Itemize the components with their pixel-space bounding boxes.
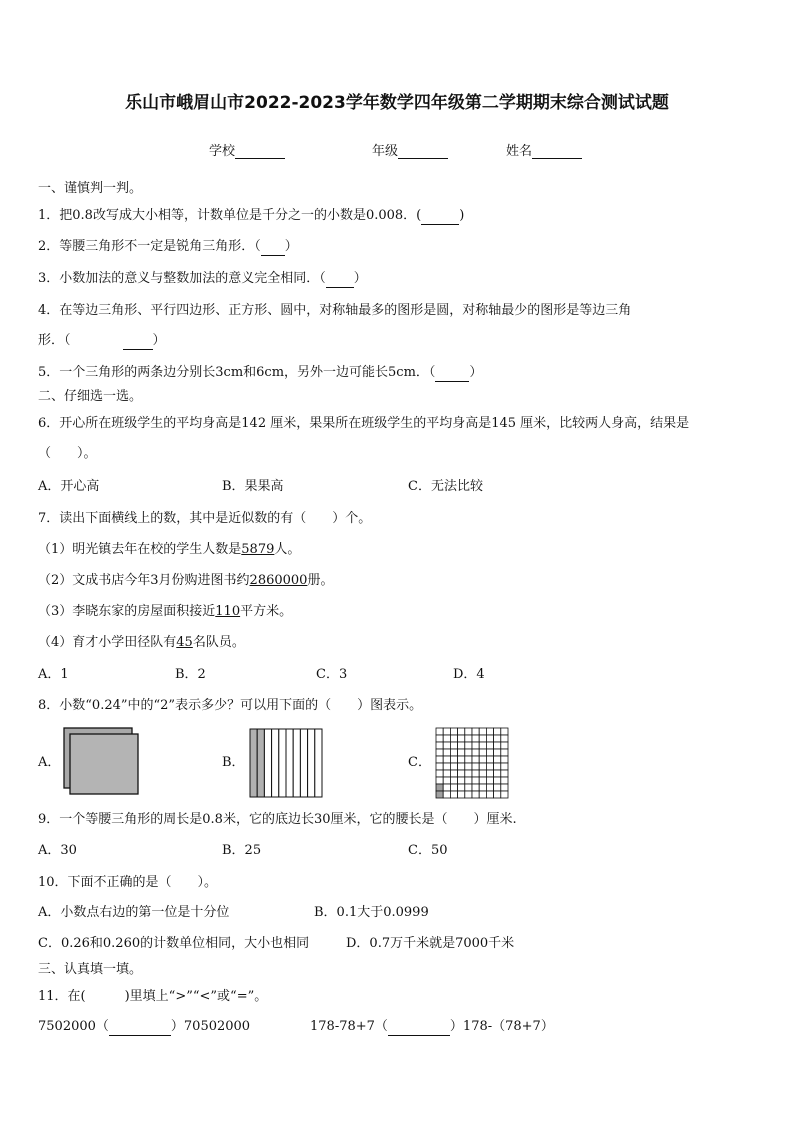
grid-cell — [436, 749, 443, 756]
section1-heading: 一、谨慎判一判。 — [38, 181, 143, 196]
grid-cell — [465, 791, 472, 798]
question-5-text: 5．一个三角形的两条边分别长3cm和6cm，另外一边可能长5cm．（ — [38, 365, 436, 380]
grid-cell — [486, 728, 493, 735]
question-7-item-3 — [38, 603, 292, 621]
option-9c[interactable]: C．50 — [408, 843, 448, 858]
question-10: 10．下面不正确的是（ ）。 — [38, 875, 218, 890]
grid-cell — [458, 749, 465, 756]
grid-cell — [450, 770, 457, 777]
section2-heading: 二、仔细选一选。 — [38, 389, 143, 404]
grid-cell — [450, 791, 457, 798]
item-text: 册。 — [307, 573, 334, 588]
expression-left: 7502000（ — [38, 1019, 109, 1034]
underlined-number: 2860000 — [249, 573, 308, 588]
underlined-number: 45 — [176, 635, 193, 650]
question-2-text: 2．等腰三角形不一定是锐角三角形．（ — [38, 239, 261, 254]
grid-cell — [450, 742, 457, 749]
grid-cell — [450, 784, 457, 791]
answer-blank-11b[interactable] — [388, 1021, 450, 1036]
grid-cell — [443, 763, 450, 770]
grid-cell — [486, 784, 493, 791]
grade-label: 年级 — [372, 144, 399, 159]
shaded-strip — [250, 729, 257, 797]
grid-cell — [494, 728, 501, 735]
grid-cell — [501, 784, 508, 791]
option-7a[interactable]: A．1 — [38, 667, 69, 682]
grid-cell — [458, 756, 465, 763]
grid-cell — [458, 735, 465, 742]
name-blank[interactable] — [532, 144, 582, 159]
question-3-text: 3．小数加法的意义与整数加法的意义完全相同．（ — [38, 271, 326, 286]
paren-close: ） — [152, 333, 166, 348]
item-text: 名队员。 — [192, 635, 245, 650]
strip — [300, 729, 307, 797]
expression-right: ）70502000 — [170, 1019, 251, 1034]
grid-cell — [458, 791, 465, 798]
grid-cell — [436, 756, 443, 763]
grid-cell — [443, 749, 450, 756]
grid-cell — [472, 749, 479, 756]
strip — [293, 729, 300, 797]
grid-cell — [450, 756, 457, 763]
grid-cell — [479, 777, 486, 784]
option-6a[interactable]: A．开心高 — [38, 479, 100, 494]
answer-blank-1[interactable] — [421, 210, 459, 225]
option-10a[interactable]: A．小数点右边的第一位是十分位 — [38, 905, 230, 920]
grid-cell — [458, 763, 465, 770]
option-6c[interactable]: C．无法比较 — [408, 479, 483, 494]
item-text: 人。 — [274, 542, 301, 557]
grid-cell — [494, 756, 501, 763]
strip — [279, 729, 286, 797]
shaded-cell — [436, 784, 443, 791]
grid-cell — [501, 756, 508, 763]
paren-close: ） — [284, 239, 298, 254]
grid-cell — [465, 770, 472, 777]
grid-cell — [486, 756, 493, 763]
grid-cell — [501, 749, 508, 756]
grid-cell — [465, 756, 472, 763]
grid-cell — [436, 728, 443, 735]
grid-cell — [494, 763, 501, 770]
grid-cell — [479, 763, 486, 770]
item-text: 平方米。 — [240, 604, 293, 619]
grid-cell — [472, 728, 479, 735]
grid-cell — [465, 742, 472, 749]
grid-cell — [465, 784, 472, 791]
shaded-cell — [436, 791, 443, 798]
grid-cell — [443, 791, 450, 798]
grid-cell — [501, 728, 508, 735]
grid-cell — [479, 742, 486, 749]
expression-right: ）178-（78+7） — [449, 1019, 554, 1034]
grid-cell — [486, 770, 493, 777]
school-field — [209, 140, 285, 159]
question-7-item-2 — [38, 572, 333, 590]
grid-cell — [501, 770, 508, 777]
option-8b[interactable]: B． — [222, 755, 245, 770]
grid-cell — [494, 749, 501, 756]
grid-cell — [486, 791, 493, 798]
answer-blank-5[interactable] — [435, 367, 469, 382]
grid-cell — [450, 735, 457, 742]
question-4-text: 形．（ — [38, 333, 71, 348]
grid-cell — [501, 763, 508, 770]
option-7c[interactable]: C．3 — [316, 667, 348, 682]
question-7-item-1 — [38, 541, 300, 559]
grid-cell — [436, 777, 443, 784]
name-label: 姓名 — [506, 144, 533, 159]
underlined-number: 5879 — [241, 542, 275, 557]
grid-cell — [458, 784, 465, 791]
grid-cell — [436, 735, 443, 742]
option-6b[interactable]: B．果果高 — [222, 479, 284, 494]
underlined-number: 110 — [215, 604, 241, 619]
paren-close: ) — [459, 208, 465, 223]
answer-blank-2[interactable] — [261, 241, 285, 256]
question-11: 11．在( )里填上“>”“<”或“=”。 — [38, 989, 268, 1004]
comparison-1 — [38, 1018, 250, 1036]
option-10c[interactable]: C．0.26和0.260的计数单位相同，大小也相同 — [38, 936, 310, 951]
grid-cell — [458, 777, 465, 784]
grid-cell — [450, 763, 457, 770]
grid-cell — [443, 777, 450, 784]
grid-cell — [450, 777, 457, 784]
strip — [286, 729, 293, 797]
paren-close: ） — [469, 365, 483, 380]
grid-cell — [465, 728, 472, 735]
question-6-line1: 6．开心所在班级学生的平均身高是142 厘米，果果所在班级学生的平均身高是145 厘米，比较两人身高，结果是 — [38, 416, 690, 431]
answer-blank-3[interactable] — [326, 273, 354, 288]
question-3 — [38, 270, 367, 288]
question-2 — [38, 238, 298, 256]
grid-cell — [501, 735, 508, 742]
grid-cell — [436, 770, 443, 777]
grid-cell — [472, 742, 479, 749]
option-7b[interactable]: B．2 — [175, 667, 206, 682]
strip — [308, 729, 315, 797]
grid-cell — [465, 777, 472, 784]
paren-close: ） — [353, 271, 367, 286]
grid-cell — [458, 742, 465, 749]
grid-cell — [472, 735, 479, 742]
grid-cell — [472, 763, 479, 770]
grid-cell — [479, 756, 486, 763]
grid-cell — [501, 777, 508, 784]
question-1-text: 1．把0.8改写成大小相等，计数单位是千分之一的小数是0.008．( — [38, 208, 422, 223]
grid-cell — [465, 749, 472, 756]
question-4-line2 — [38, 332, 166, 350]
grid-cell — [479, 791, 486, 798]
grid-cell — [465, 763, 472, 770]
grid-cell — [494, 777, 501, 784]
question-7: 7．读出下面横线上的数，其中是近似数的有（ ）个。 — [38, 511, 372, 526]
grid-cell — [443, 742, 450, 749]
grid-cell — [472, 777, 479, 784]
grid-cell — [472, 791, 479, 798]
grid-cell — [436, 742, 443, 749]
answer-blank-11a[interactable] — [109, 1021, 171, 1036]
page-title: 乐山市峨眉山市2022-2023学年数学四年级第二学期期末综合测试试题 — [125, 93, 669, 113]
grid-cell — [486, 777, 493, 784]
grid-cell — [472, 770, 479, 777]
grid-cell — [479, 770, 486, 777]
grid-cell — [479, 728, 486, 735]
item-text: （2）文成书店今年3月份购进图书约 — [38, 573, 250, 588]
grid-cell — [443, 770, 450, 777]
question-8: 8．小数“0.24”中的“2”表示多少？可以用下面的（ ）图表示。 — [38, 698, 423, 713]
option-9a[interactable]: A．30 — [38, 843, 77, 858]
option-10d[interactable]: D．0.7万千米就是7000千米 — [346, 936, 515, 951]
comparison-2 — [310, 1018, 554, 1036]
grid-cell — [494, 770, 501, 777]
option-8c[interactable]: C． — [408, 755, 431, 770]
shaded-strip — [257, 729, 264, 797]
grade-blank[interactable] — [398, 144, 448, 159]
figure-a-squares — [60, 726, 140, 798]
grid-cell — [443, 735, 450, 742]
section3-heading: 三、认真填一填。 — [38, 962, 143, 977]
grid-cell — [486, 763, 493, 770]
grid-cell — [443, 756, 450, 763]
question-1 — [38, 207, 464, 225]
figure-b-strips — [248, 727, 324, 799]
grid-cell — [494, 784, 501, 791]
grid-cell — [501, 742, 508, 749]
grid-cell — [450, 728, 457, 735]
strip — [272, 729, 279, 797]
grid-cell — [472, 784, 479, 791]
grid-cell — [458, 728, 465, 735]
question-5 — [38, 364, 482, 382]
grid-cell — [443, 784, 450, 791]
grid-cell — [479, 784, 486, 791]
grid-cell — [494, 742, 501, 749]
option-8a[interactable]: A． — [38, 755, 61, 770]
figure-c-grid — [434, 726, 510, 800]
question-7-item-4 — [38, 634, 245, 652]
grid-cell — [465, 735, 472, 742]
grid-cell — [443, 728, 450, 735]
grid-cell — [486, 742, 493, 749]
name-field — [506, 140, 582, 159]
school-blank[interactable] — [235, 144, 285, 159]
grid-cell — [479, 735, 486, 742]
grid-cell — [494, 735, 501, 742]
grid-cell — [436, 763, 443, 770]
grid-cell — [458, 770, 465, 777]
option-10b[interactable]: B．0.1大于0.0999 — [314, 905, 429, 920]
question-4-line1: 4．在等边三角形、平行四边形、正方形、圆中，对称轴最多的图形是圆，对称轴最少的图形是等边三角 — [38, 303, 632, 318]
answer-blank-4[interactable] — [123, 335, 153, 350]
item-text: （1）明光镇去年在校的学生人数是 — [38, 542, 242, 557]
grid-cell — [479, 749, 486, 756]
strip — [264, 729, 271, 797]
grid-cell — [501, 791, 508, 798]
option-7d[interactable]: D．4 — [453, 667, 485, 682]
grid-cell — [486, 735, 493, 742]
grid-cell — [472, 756, 479, 763]
question-6-line2: （ ）。 — [38, 446, 97, 461]
item-text: （4）育才小学田径队有 — [38, 635, 177, 650]
school-label: 学校 — [209, 144, 236, 159]
option-9b[interactable]: B．25 — [222, 843, 262, 858]
grade-field — [372, 140, 448, 159]
question-9: 9．一个等腰三角形的周长是0.8米，它的底边长30厘米，它的腰长是（ ）厘米. — [38, 812, 517, 827]
expression-left: 178-78+7（ — [310, 1019, 388, 1034]
grid-cell — [486, 749, 493, 756]
grid-cell — [494, 791, 501, 798]
grid-cell — [450, 749, 457, 756]
item-text: （3）李晓东家的房屋面积接近 — [38, 604, 216, 619]
strip — [315, 729, 322, 797]
